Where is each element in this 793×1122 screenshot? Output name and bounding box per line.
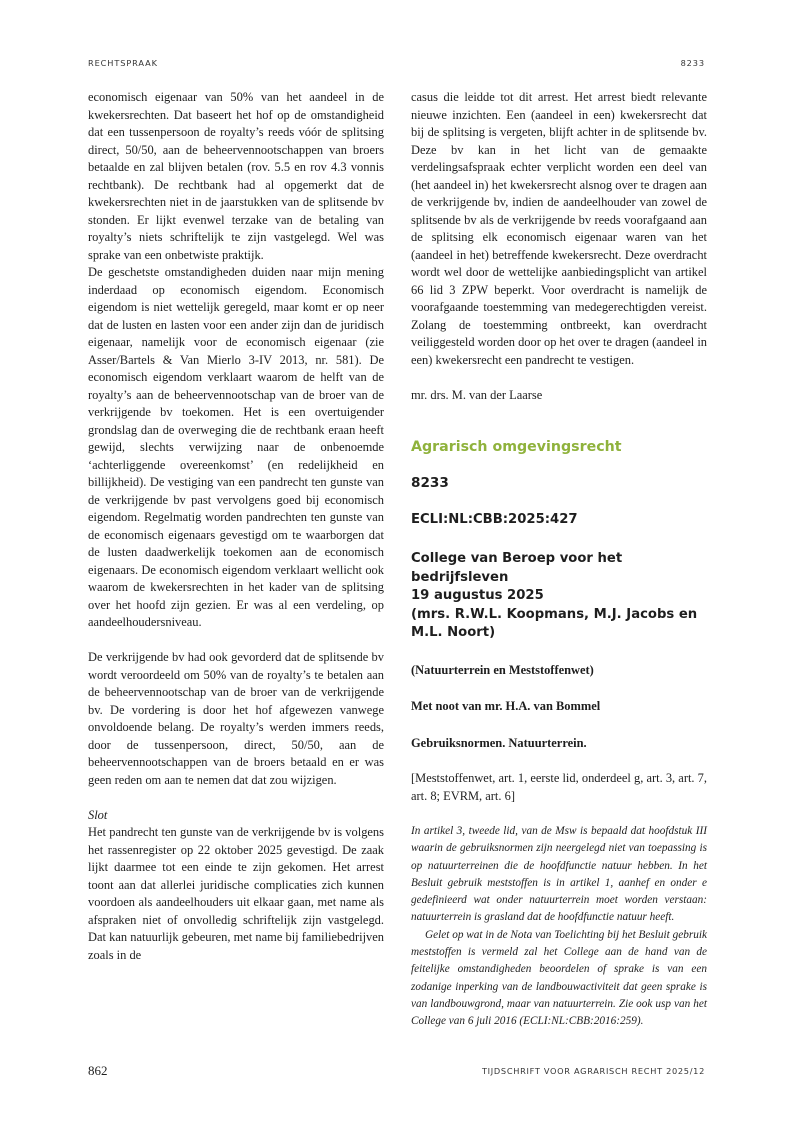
running-head-case-ref: 8233 xyxy=(680,58,705,68)
page-number: 862 xyxy=(88,1063,108,1078)
headnote xyxy=(411,823,707,1031)
slot-heading: Slot xyxy=(88,807,108,822)
body-paragraph: De geschetste omstandigheden duiden naar mijn mening inderdaad op economisch eigendom. Economisch eigendom is niet wettelijk geregeld, maar komt er op neer dat de lusten en lasten voor een ander zijn dan de juridisch eigenaar, namelijk voor de economisch eigenaar (zie Asser/Bartels & Van Mierlo 3-IV 2013, nr. 581). De economisch eigendom verklaart waarom de helft van de royalty’s aan de beheervennootschap van de broer van de verkrijgende bv toekomen. Het is een overtuigender grondslag dan de overweging die de rechtbank eraan heeft gewijd, slechts verwijzing naar de onbenoemde ‘achterliggende overeenkomst’ (en redelijkheid en billijkheid). De vestiging van een pandrecht ten gunste van de verkrijgende bv past vervolgens goed bij economisch eigendom. Regelmatig worden pandrechten ten gunste van de economisch eigenaars gevestigd om te waarborgen dat de lusten daadwerkelijk toekomen aan de economisch eigenaars. De economisch eigendom verklaart wellicht ook waarom de kwekersrechten in het kader van de splitsing over het hoofd zijn gezien. Er was al een verdeling, op aandeelhoudersniveau. xyxy=(88,265,384,629)
running-head-section: RECHTSPRAAK xyxy=(88,58,158,68)
journal-title: TIJDSCHRIFT VOOR AGRARISCH RECHT 2025/12 xyxy=(481,1066,705,1076)
annotator-line: Met noot van mr. H.A. van Bommel xyxy=(411,699,601,713)
ecli-identifier: ECLI:NL:CBB:2025:427 xyxy=(411,512,578,527)
court-name: College van Beroep voor het bedrijfsleven xyxy=(411,551,623,585)
right-column xyxy=(411,89,707,1031)
subject-line: (Natuurterrein en Meststoffenwet) xyxy=(411,662,594,677)
keywords-line: Gebruiksnormen. Natuurterrein. xyxy=(411,735,587,750)
decision-date: 19 augustus 2025 xyxy=(411,588,544,603)
body-paragraph: De verkrijgende bv had ook gevorderd dat de splitsende bv wordt veroordeeld om 50% van de royalty’s te betalen aan de beheervennootschap van de broer van de verkrijgende bv. De vordering is door het hof afgewezen vanwege onvoldoende belang. De royalty’s werden immers reeds, door de tussenpersoon, direct, 50/50, aan de beheervennootschappen van de broers betaald en er was geen reden om aan te nemen dat dat zou wijzigen. xyxy=(88,650,384,787)
body-paragraph: Het pandrecht ten gunste van de verkrijgende bv is volgens het rassenregister op 22 oktober 2025 gevestigd. De zaak lijkt daarmee tot een einde te zijn gekomen. Het arrest toont aan dat allerlei juridische complicaties zich kunnen voordoen als aandeelhouders uit elkaar gaan, met name als afspraken niet of onvolledig schriftelijk zijn vastgelegd. Dat kan natuurlijk gebeuren, met name bij familiebedrijven zoals in de xyxy=(88,825,384,962)
note-author: mr. drs. M. van der Laarse xyxy=(411,387,543,402)
court-block xyxy=(411,550,707,643)
headnote-paragraph: In artikel 3, tweede lid, van de Msw is bepaald dat hoofdstuk III waarin de gebruiksnormen zijn neergelegd niet van toepassing is op natuurterreinen die de hoofdfunctie natuur hebben. In het Besluit gebruik meststoffen is in artikel 1, aanhef en onder e gedefinieerd wat onder natuurterrein moet worden verstaan: natuurterrein is grasland dat de hoofdfunctie natuur heeft. xyxy=(411,825,707,924)
headnote-paragraph: Gelet op wat in de Nota van Toelichting bij het Besluit gebruik meststoffen is vermeld zal het College aan de hand van de feitelijke omstandigheden beoordelen of sprake is van een zodanige inperking van de landbouwactiviteit dat geen sprake is van landbouwgrond, maar van natuurterrein. Zie ook usp van het College van 6 juli 2016 (ECLI:NL:CBB:2016:259). xyxy=(411,928,707,1028)
case-number: 8233 xyxy=(411,475,449,491)
body-paragraph: casus die leidde tot dit arrest. Het arrest biedt relevante nieuwe inzichten. Een (aandeel in een) kwekersrecht dat bij de splitsing is vergeten, blijft achter in de splitsende bv. Deze bv kan in het licht van de gemaakte verdelingsafspraak echter verplicht worden een deel van (het aandeel in) het kwekersrecht alsnog over te dragen aan de verkrijgende bv, indien de aandeelhouder van zowel de splitsende bv als de verkrijgende bv reeds voorafgaand aan de splitsing elk economisch eigenaar waren van het (aandeel in het) betreffende kwekersrecht. Deze overdracht wordt wel door de wettelijke aanbiedingsplicht van artikel 66 lid 3 ZPW beperkt. Voor overdracht is namelijk de voorafgaande toestemming van medegerechtigden vereist. Zolang de toestemming ontbreekt, kan overdracht veiliggesteld worden door op het over te dragen (aandeel in een) kwekersrecht een pandrecht te vestigen. xyxy=(411,90,707,367)
section-heading: Agrarisch omgevingsrecht xyxy=(411,439,622,455)
judges: (mrs. R.W.L. Koopmans, M.J. Jacobs en M.L. Noort) xyxy=(411,606,698,640)
left-column xyxy=(88,89,384,964)
body-paragraph: economisch eigenaar van 50% van het aandeel in de kwekersrechten. Dat baseert het hof op de omstandigheid dat een tussenpersoon de royalty’s reeds vóór de splitsing direct, 50/50, aan de beheervennootschappen van broers betaalde en zal blijven betalen (rov. 5.5 en rov 4.3 vonnis rechtbank). De rechtbank had al opgemerkt dat de kwekersrechten niet in de jaarstukken van de splitsende bv stonden. Er lijkt evenwel terzake van de betaling van royalty’s niets schriftelijk te zijn vastgelegd. Wel was sprake van een onbetwiste praktijk. xyxy=(88,90,384,262)
legal-references: [Meststoffenwet, art. 1, eerste lid, onderdeel g, art. 3, art. 7, art. 8; EVRM, art. 6] xyxy=(411,771,707,803)
